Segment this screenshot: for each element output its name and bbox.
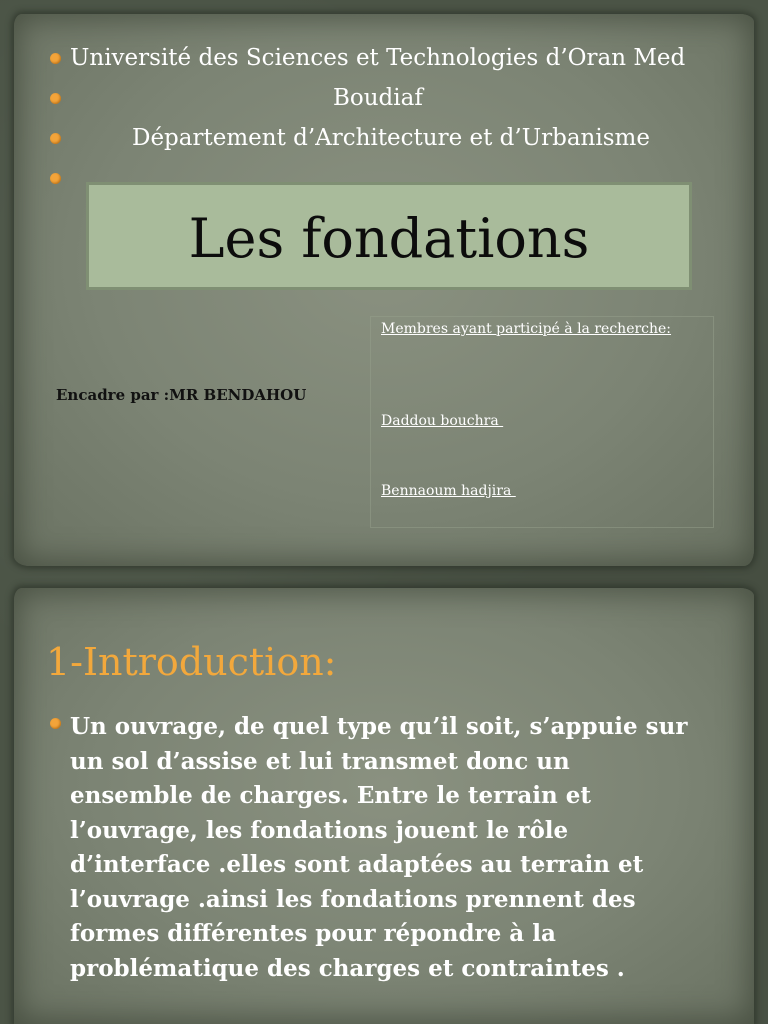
slide-introduction (14, 588, 754, 1024)
orange-bullet-icon (50, 53, 61, 64)
orange-bullet-icon (50, 173, 61, 184)
department-name: Département d’Architecture et d’Urbanisme (132, 125, 650, 151)
slide-main-title: Les fondations (188, 207, 590, 270)
university-name: Université des Sciences et Technologies d’Oran Med (70, 45, 686, 71)
member-name: Daddou bouchra (381, 413, 504, 429)
bullet-item (50, 82, 720, 122)
institution-bullet-list (50, 42, 720, 202)
section-title: 1-Introduction: (46, 640, 337, 684)
member-name: Bennaoum hadjira (381, 483, 516, 499)
slide-title (14, 14, 754, 566)
members-heading: Membres ayant participé à la recherche: (381, 321, 672, 337)
title-box (86, 182, 692, 290)
supervisor-label: Encadre par :MR BENDAHOU (56, 386, 307, 404)
intro-paragraph: Un ouvrage, de quel type qu’il soit, s’appuie sur un sol d’assise et lui transmet donc un ensemble de charges. Entre le terrain et l’ouvrage, les fondations jouent le rôle d’interface .elles sont adaptées au terrain et l’ouvrage .ainsi les fondations prennent des formes différentes pour répondre à la problématique des charges et contraintes . (70, 713, 688, 982)
members-box (370, 316, 714, 528)
bullet-item (50, 42, 720, 82)
bullet-item (50, 122, 720, 162)
orange-bullet-icon (50, 718, 61, 729)
orange-bullet-icon (50, 93, 61, 104)
university-name-continued: Boudiaf (333, 85, 423, 111)
orange-bullet-icon (50, 133, 61, 144)
